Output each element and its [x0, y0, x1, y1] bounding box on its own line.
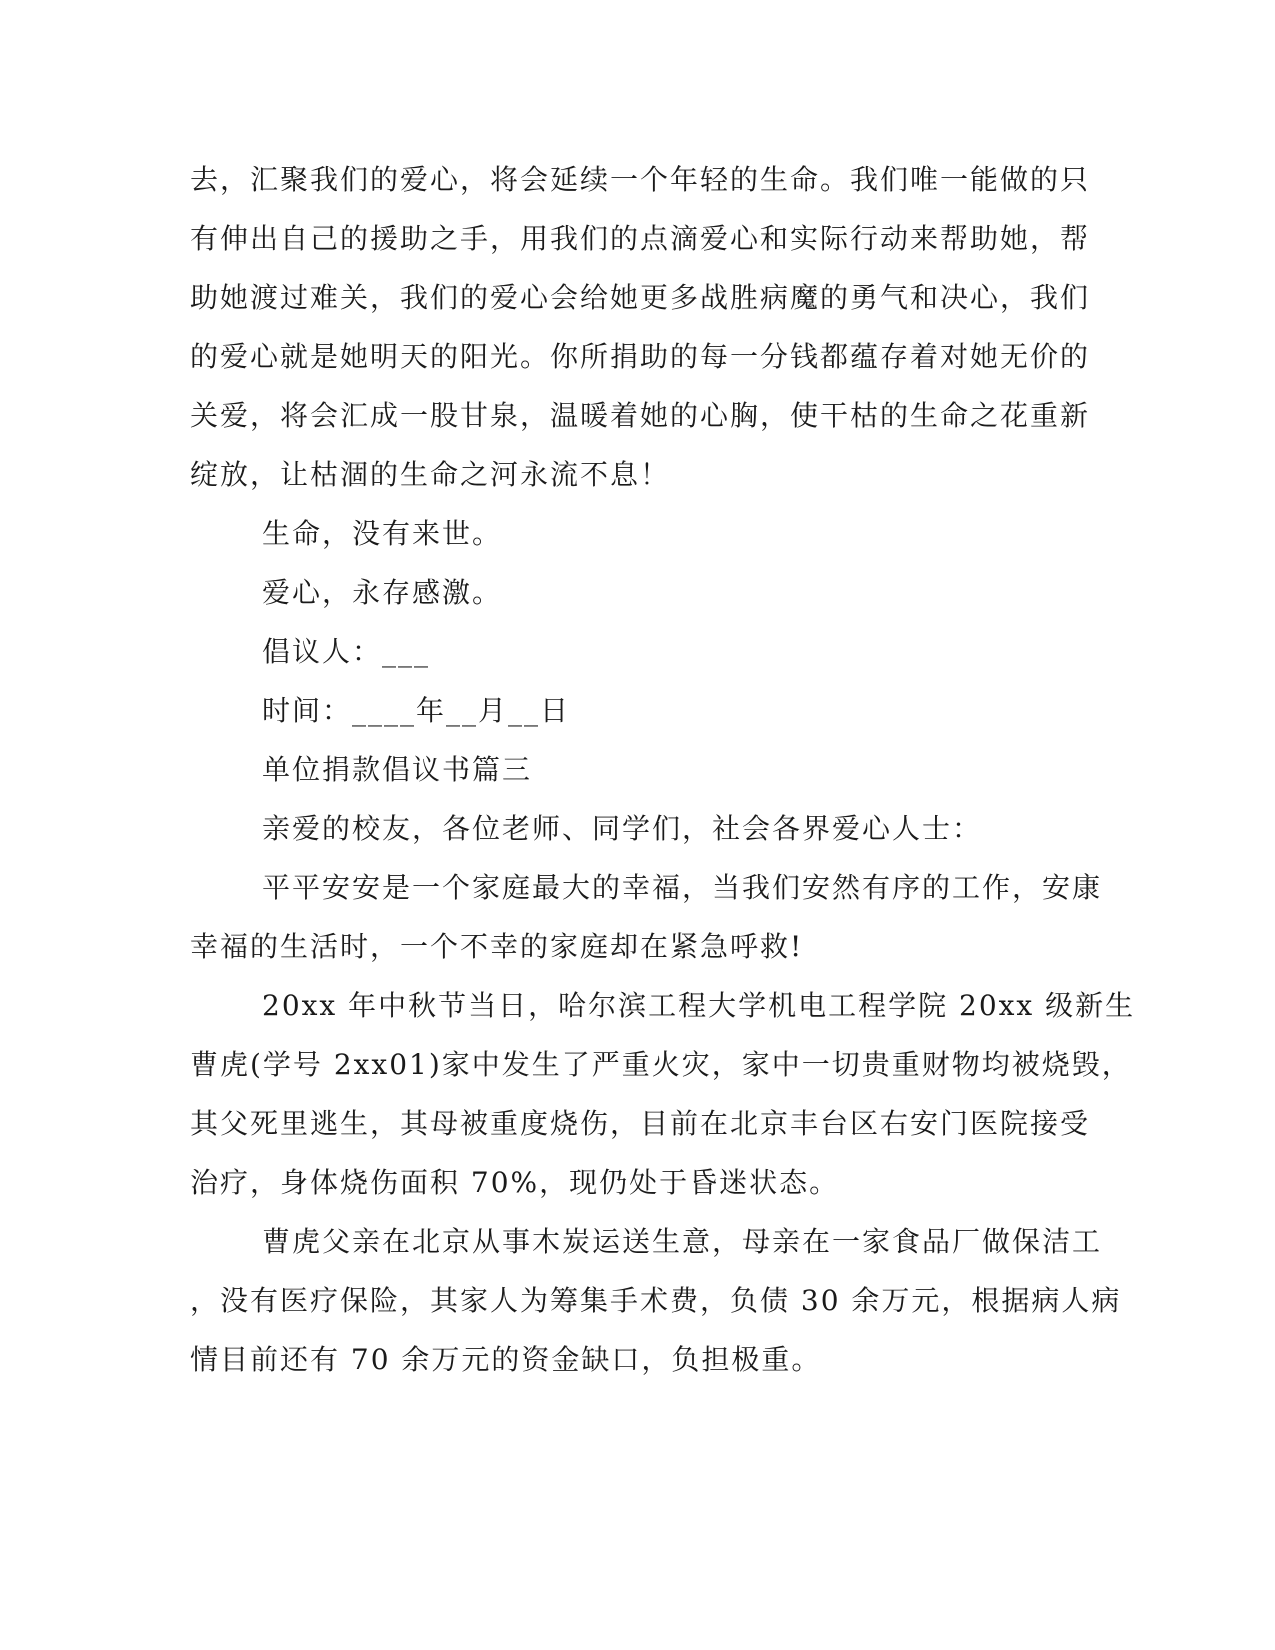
text-line: 情目前还有 70 余万元的资金缺口，负担极重。: [190, 1343, 822, 1376]
text-line: 其父死里逃生，其母被重度烧伤，目前在北京丰台区右安门医院接受: [190, 1107, 1091, 1140]
section-title: 单位捐款倡议书篇三: [262, 753, 533, 786]
initiator-line: 倡议人：___: [262, 635, 431, 668]
date-line: 时间：____年__月__日: [262, 694, 571, 727]
text-line: 平平安安是一个家庭最大的幸福，当我们安然有序的工作，安康: [262, 871, 1103, 904]
text-line: 幸福的生活时，一个不幸的家庭却在紧急呼救!: [190, 930, 804, 963]
text-line: 的爱心就是她明天的阳光。你所捐助的每一分钱都蕴存着对她无价的: [190, 340, 1091, 373]
text-line: 治疗，身体烧伤面积 70%，现仍处于昏迷状态。: [190, 1166, 840, 1199]
text-line: 绽放，让枯涸的生命之河永流不息！: [190, 458, 671, 491]
text-line: 助她渡过难关，我们的爱心会给她更多战胜病魔的勇气和决心，我们: [190, 281, 1091, 314]
text-line: ，没有医疗保险，其家人为筹集手术费，负债 30 余万元，根据病人病: [190, 1284, 1122, 1317]
text-line: 生命，没有来世。: [262, 517, 503, 550]
text-line: 爱心，永存感激。: [262, 576, 503, 609]
text-line: 有伸出自己的援助之手，用我们的点滴爱心和实际行动来帮助她，帮: [190, 222, 1091, 255]
text-line: 曹虎父亲在北京从事木炭运送生意，母亲在一家食品厂做保洁工: [262, 1225, 1103, 1258]
text-line: 关爱，将会汇成一股甘泉，温暖着她的心胸，使干枯的生命之花重新: [190, 399, 1091, 432]
text-line: 曹虎(学号 2xx01)家中发生了严重火灾，家中一切贵重财物均被烧毁，: [190, 1048, 1132, 1081]
text-line: 去，汇聚我们的爱心，将会延续一个年轻的生命。我们唯一能做的只: [190, 163, 1091, 196]
text-line: 20xx 年中秋节当日，哈尔滨工程大学机电工程学院 20xx 级新生: [262, 989, 1136, 1022]
salutation: 亲爱的校友，各位老师、同学们，社会各界爱心人士：: [262, 812, 983, 845]
